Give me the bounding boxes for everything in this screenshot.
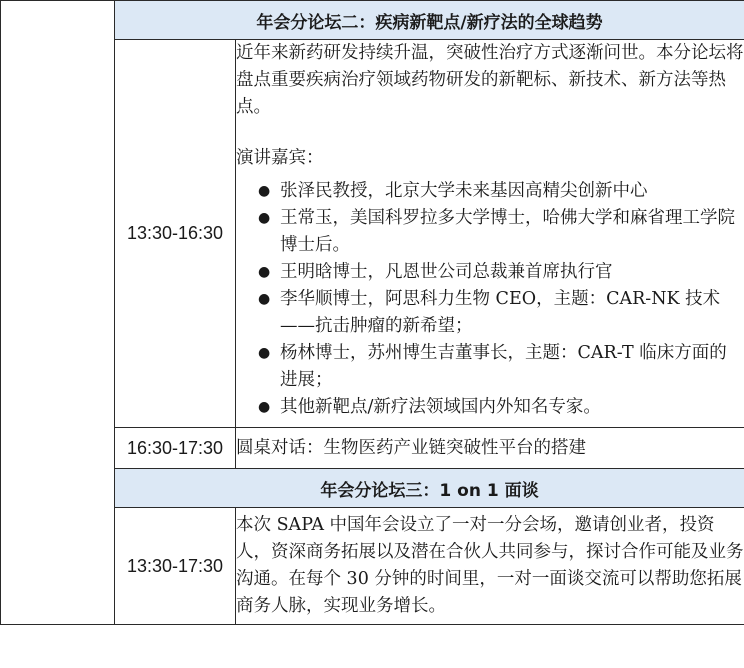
bullet-icon: ● — [258, 345, 271, 361]
bullet-icon: ● — [258, 183, 271, 199]
forum2-title: 年会分论坛二：疾病新靶点/新疗法的全球趋势 — [115, 1, 744, 40]
speaker-item: ● 杨林博士，苏州博生吉董事长，主题：CAR-T 临床方面的进展； — [236, 340, 744, 394]
roundtable-text: 圆桌对话：生物医药产业链突破性平台的搭建 — [236, 428, 744, 469]
speaker-item: ● 张泽民教授，北京大学未来基因高精尖创新中心 — [236, 178, 744, 205]
bullet-icon: ● — [258, 264, 271, 280]
forum2-intro: 近年来新药研发持续升温，突破性治疗方式逐渐问世。本分论坛将盘点重要疾病治疗领域药物研发的新靶标、新技术、新方法等热点。 — [236, 43, 744, 117]
forum3-time: 13:30-17:30 — [115, 508, 236, 625]
speakers-label: 演讲嘉宾： — [236, 148, 324, 168]
bullet-icon: ● — [258, 210, 271, 226]
roundtable-time: 16:30-17:30 — [115, 428, 236, 469]
forum3-description: 本次 SAPA 中国年会设立了一对一分会场，邀请创业者，投资人，资深商务拓展以及潜在合伙人共同参与，探讨合作可能及业务沟通。在每个 30 分钟的时间里，一对一面谈交流可以帮助您拓展商务人脉，实现业务增长。 — [236, 508, 744, 625]
forum2-header-row — [1, 1, 744, 40]
bullet-icon: ● — [258, 399, 271, 415]
speaker-item: ● 李华顺博士，阿思科力生物 CEO，主题：CAR-NK 技术——抗击肿瘤的新希望； — [236, 286, 744, 340]
bullet-icon: ● — [258, 291, 271, 307]
speaker-item: ● 王常玉，美国科罗拉多大学博士，哈佛大学和麻省理工学院博士后。 — [236, 205, 744, 259]
forum3-title: 年会分论坛三：1 on 1 面谈 — [115, 469, 744, 508]
speaker-item: ● 其他新靶点/新疗法领域国内外知名专家。 — [236, 394, 744, 421]
forum2-time: 13:30-16:30 — [115, 40, 236, 428]
forum2-description-cell — [236, 40, 744, 428]
speaker-item: ● 王明晗博士，凡恩世公司总裁兼首席执行官 — [236, 259, 744, 286]
speaker-list — [236, 178, 744, 421]
left-spacer-column — [1, 1, 115, 625]
